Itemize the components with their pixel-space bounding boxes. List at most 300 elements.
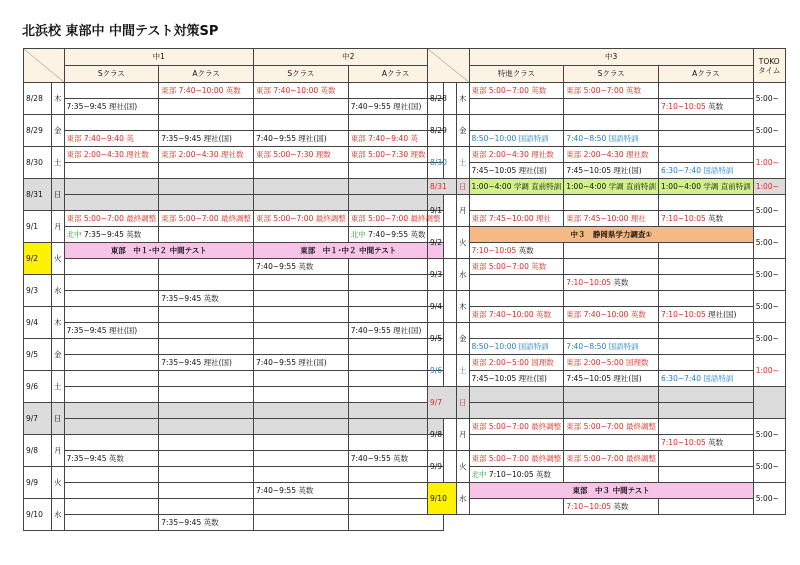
schedule-cell: 東部 5:00~7:00 英数 [469, 83, 564, 99]
date-cell: 9/9 [24, 467, 52, 499]
schedule-cell: 東部 7:40~10:00 英数 [159, 83, 254, 99]
schedule-cell: 東部 5:00~7:00 最終調整 [564, 451, 659, 467]
date-cell: 8/29 [24, 115, 52, 147]
day-row-sub [428, 307, 786, 323]
schedule-cell: 東部 5:00~7:00 最終調整 [469, 419, 564, 435]
schedule-cell [564, 291, 659, 307]
date-cell: 9/3 [24, 275, 52, 307]
day-row-sub [24, 131, 444, 147]
day-row [428, 227, 786, 243]
weekday-cell: 金 [52, 115, 65, 147]
schedule-cell [159, 419, 254, 435]
schedule-cell [659, 451, 754, 467]
test-banner: 東部 中１･中２ 中間テスト [254, 243, 444, 259]
day-row-sub [428, 499, 786, 515]
day-row-sub [24, 451, 444, 467]
date-cell: 9/4 [428, 291, 457, 323]
schedule-cell [64, 339, 159, 355]
schedule-cell [159, 499, 254, 515]
schedule-cell: 東部 5:00~7:00 英数 [469, 259, 564, 275]
schedule-cell [64, 227, 159, 243]
schedule-cell: 1:00~4:00 学調 直前特訓 [564, 179, 659, 195]
schedule-cell: 7:45~10:05 理社(国) [564, 371, 659, 387]
day-row [428, 83, 786, 99]
date-cell: 9/2 [24, 243, 52, 275]
schedule-cell [64, 275, 159, 291]
schedule-cell [469, 323, 564, 339]
date-cell: 9/3 [428, 259, 457, 291]
schedule-cell: 東部 5:00~7:00 最終調整 [159, 211, 254, 227]
weekday-cell: 水 [52, 275, 65, 307]
day-row [428, 259, 786, 275]
date-cell: 9/9 [428, 451, 457, 483]
schedule-cell: 8:50~10:00 国語特訓 [469, 339, 564, 355]
schedule-cell [159, 307, 254, 323]
day-row-sub [428, 339, 786, 355]
schedule-cell [564, 467, 659, 483]
weekday-cell: 日 [52, 403, 65, 435]
day-row [24, 115, 444, 131]
day-row [24, 211, 444, 227]
schedule-cell [64, 387, 159, 403]
day-row [428, 115, 786, 131]
schedule-cell: 7:35~9:45 英数 [64, 451, 159, 467]
date-cell: 9/7 [24, 403, 52, 435]
schedule-cell [469, 387, 564, 403]
schedule-cell [659, 499, 754, 515]
day-row-sub [428, 435, 786, 451]
day-row-sub [24, 195, 444, 211]
time-range: 7:10~10:05 [661, 101, 706, 111]
weekday-cell: 金 [457, 323, 470, 355]
day-row [428, 483, 786, 499]
toko-time: 5:00~ [753, 323, 785, 355]
time-range: 7:10~10:05 [661, 437, 706, 447]
day-row-sub [428, 211, 786, 227]
schedule-cell [254, 307, 349, 323]
time-range: 7:10~10:05 [566, 277, 611, 287]
weekday-cell: 火 [457, 451, 470, 483]
day-row [428, 355, 786, 371]
schedule-cell [159, 99, 254, 115]
schedule-cell [659, 195, 754, 211]
schedule-cell [659, 147, 754, 163]
schedule-cell [64, 115, 159, 131]
date-cell: 8/31 [428, 179, 457, 195]
schedule-cell [564, 115, 659, 131]
schedule-cell [254, 195, 349, 211]
weekday-cell: 水 [457, 483, 470, 515]
weekday-cell: 土 [457, 355, 470, 387]
schedule-cell [254, 275, 349, 291]
schedule-cell [159, 467, 254, 483]
schedule-cell [254, 179, 349, 195]
schedule-cell [254, 371, 349, 387]
date-cell: 8/28 [428, 83, 457, 115]
schedule-cell: 東部 7:40~10:00 英数 [564, 307, 659, 323]
schedule-cell [64, 403, 159, 419]
day-row-sub [24, 227, 444, 243]
toko-time: 1:00~ [753, 355, 785, 387]
schedule-cell [659, 259, 754, 275]
schedule-cell [254, 99, 349, 115]
class-header: Sクラス [254, 66, 349, 83]
day-row [24, 499, 444, 515]
schedule-cell: 東部 2:00~5:00 国理数 [564, 355, 659, 371]
weekday-cell: 日 [52, 179, 65, 211]
schedule-cell: 1:00~4:00 学調 直前特訓 [659, 179, 754, 195]
cell-text: 7:10~10:05 英数 [486, 469, 552, 479]
schedule-cell [254, 387, 349, 403]
day-row [428, 387, 786, 403]
header-corner [24, 49, 65, 83]
schedule-cell [254, 451, 349, 467]
day-row [428, 147, 786, 163]
schedule-cell [64, 483, 159, 499]
schedule-cell [64, 259, 159, 275]
toko-time: 5:00~ [753, 195, 785, 227]
schedule-cell [659, 211, 754, 227]
toko-time: 5:00~ [753, 83, 785, 115]
schedule-cell [659, 99, 754, 115]
class-header: Aクラス [348, 66, 443, 83]
day-row [24, 403, 444, 419]
day-row-sub [24, 291, 444, 307]
day-row [428, 195, 786, 211]
schedule-cell [254, 291, 349, 307]
schedule-cell [659, 275, 754, 291]
weekday-cell: 日 [457, 179, 470, 195]
time-range: 7:10~10:05 [566, 501, 611, 511]
day-row-sub [24, 323, 444, 339]
schedule-cell [159, 275, 254, 291]
subject: 英数 [705, 213, 724, 223]
schedule-cell: 東部 5:00~7:00 最終調整 [64, 211, 159, 227]
schedule-cell [254, 467, 349, 483]
schedule-cell [564, 387, 659, 403]
schedule-cell [159, 483, 254, 499]
day-row [24, 83, 444, 99]
schedule-cell: 7:35~9:45 理社(国) [159, 131, 254, 147]
schedule-cell [159, 115, 254, 131]
schedule-cell [564, 259, 659, 275]
class-header: Aクラス [159, 66, 254, 83]
schedule-cell: 7:40~9:55 理社(国) [254, 131, 349, 147]
schedule-cell [159, 227, 254, 243]
schedule-cell: 7:40~8:50 国語特訓 [564, 339, 659, 355]
day-row-sub [428, 467, 786, 483]
subject: 英数 [611, 277, 629, 287]
day-row [428, 419, 786, 435]
schedule-cell: 東部 2:00~4:30 理社数 [159, 147, 254, 163]
schedule-cell [64, 419, 159, 435]
schedule-cell [254, 515, 349, 531]
schedule-cell [469, 275, 564, 291]
day-row-sub [24, 387, 444, 403]
date-cell: 8/30 [428, 147, 457, 179]
schedule-cell [564, 275, 659, 291]
schedule-cell [159, 195, 254, 211]
weekday-cell: 木 [52, 83, 65, 115]
schedule-cell [254, 115, 349, 131]
schedule-cell [159, 451, 254, 467]
schedule-cell [159, 339, 254, 355]
schedule-cell [64, 515, 159, 531]
date-cell: 9/5 [24, 339, 52, 371]
schedule-cell [254, 419, 349, 435]
schedule-cell [159, 435, 254, 451]
right-schedule-table [427, 48, 786, 515]
schedule-cell: 7:45~10:05 理社(国) [564, 163, 659, 179]
schedule-cell [564, 323, 659, 339]
schedule-cell [64, 355, 159, 371]
schedule-cell: 東部 5:00~7:00 最終調整 [254, 211, 349, 227]
schedule-cell [469, 243, 564, 259]
day-row-sub [24, 419, 444, 435]
subject: 英数 [611, 501, 629, 511]
schedule-cell [159, 387, 254, 403]
toko-time [753, 387, 785, 419]
schedule-cell: 7:45~10:05 理社(国) [469, 163, 564, 179]
schedule-cell: 東部 7:40~9:40 英 [348, 131, 443, 147]
weekday-cell: 土 [457, 147, 470, 179]
page-title: 北浜校 東部中 中間テスト対策SP [22, 24, 219, 39]
cell-text: 7:35~9:45 英数 [81, 229, 142, 239]
schedule-cell: 東部 7:45~10:00 理社 [564, 211, 659, 227]
schedule-cell [564, 435, 659, 451]
schedule-cell [469, 435, 564, 451]
schedule-cell: 7:40~8:50 国語特訓 [564, 131, 659, 147]
schedule-cell [659, 323, 754, 339]
day-row [428, 323, 786, 339]
grade1-header: 中1 [64, 49, 254, 66]
subject: 英数 [516, 245, 534, 255]
schedule-cell [254, 339, 349, 355]
day-row [24, 307, 444, 323]
day-row [428, 291, 786, 307]
schedule-cell [159, 259, 254, 275]
schedule-cell: 東部 5:00~7:00 最終調整 [469, 451, 564, 467]
schedule-cell [64, 179, 159, 195]
date-cell: 9/6 [24, 371, 52, 403]
weekday-cell: 水 [52, 499, 65, 531]
school-tag: 北中 [66, 229, 82, 239]
subject: 理社(国) [705, 309, 737, 319]
schedule-cell: 東部 5:00~7:00 英数 [564, 83, 659, 99]
date-cell: 9/5 [428, 323, 457, 355]
schedule-cell: 7:40~9:55 英数 [254, 259, 349, 275]
class-header: Sクラス [64, 66, 159, 83]
grade3-header: 中3 [469, 49, 753, 66]
schedule-cell [254, 323, 349, 339]
schedule-cell: 7:35~9:45 理社(国) [64, 99, 159, 115]
day-row [24, 179, 444, 195]
schedule-cell: 東部 5:00~7:00 最終調整 [564, 419, 659, 435]
day-row [24, 435, 444, 451]
schedule-cell: 7:35~9:45 理社(国) [159, 355, 254, 371]
toko-time: 5:00~ [753, 291, 785, 323]
weekday-cell: 木 [52, 307, 65, 339]
schedule-cell [64, 195, 159, 211]
weekday-cell: 金 [457, 115, 470, 147]
subject: 英数 [705, 437, 724, 447]
schedule-cell [64, 467, 159, 483]
date-cell: 9/4 [24, 307, 52, 339]
date-cell: 9/10 [24, 499, 52, 531]
weekday-cell: 火 [52, 243, 65, 275]
day-row [428, 451, 786, 467]
schedule-cell: 東部 5:00~7:30 理数 [348, 147, 443, 163]
schedule-cell [159, 179, 254, 195]
day-row-sub [24, 483, 444, 499]
schedule-cell [659, 307, 754, 323]
date-cell: 9/8 [428, 419, 457, 451]
date-cell: 9/8 [24, 435, 52, 467]
schedule-cell: 7:40~9:55 理社(国) [348, 323, 443, 339]
day-row [24, 371, 444, 387]
day-row [24, 275, 444, 291]
date-cell: 9/6 [428, 355, 457, 387]
schedule-cell [564, 499, 659, 515]
schedule-cell [659, 387, 754, 403]
day-row [24, 467, 444, 483]
day-row-sub [24, 515, 444, 531]
schedule-cell [469, 499, 564, 515]
toko-time: 5:00~ [753, 483, 785, 515]
subject: 英数 [705, 101, 724, 111]
schedule-cell: 東部 2:00~4:30 理社数 [64, 147, 159, 163]
schedule-cell [254, 227, 349, 243]
toko-time: 1:00~ [753, 147, 785, 179]
toko-time: 5:00~ [753, 259, 785, 291]
date-cell: 8/31 [24, 179, 52, 211]
day-row-sub [24, 355, 444, 371]
test-banner: 中３ 静岡県学力調査① [469, 227, 753, 243]
schedule-cell [64, 163, 159, 179]
weekday-cell: 土 [52, 147, 65, 179]
schedule-cell: 東部 7:40~10:00 英数 [254, 83, 349, 99]
weekday-cell: 金 [52, 339, 65, 371]
schedule-cell [469, 467, 564, 483]
schedule-cell [64, 83, 159, 99]
school-tag: 北中 [471, 469, 487, 479]
toko-header: TOKO タイム [753, 49, 785, 83]
time-range: 7:10~10:05 [471, 245, 517, 255]
schedule-cell: 東部 2:00~5:00 国理数 [469, 355, 564, 371]
schedule-cell: 7:35~9:45 理社(国) [64, 323, 159, 339]
date-cell: 8/29 [428, 115, 457, 147]
schedule-cell [348, 515, 443, 531]
schedule-cell [64, 291, 159, 307]
schedule-cell: 東部 7:45~10:00 理社 [469, 211, 564, 227]
schedule-cell: 東部 2:00~4:30 理社数 [469, 147, 564, 163]
date-cell: 9/2 [428, 227, 457, 259]
day-row-sub [428, 403, 786, 419]
day-row-sub [428, 163, 786, 179]
date-cell: 9/10 [428, 483, 457, 515]
toko-time: 5:00~ [753, 419, 785, 451]
date-cell: 9/1 [24, 211, 52, 243]
day-row-sub [24, 99, 444, 115]
class-header: 特進クラス [469, 66, 564, 83]
day-row-sub [24, 163, 444, 179]
schedule-cell [469, 195, 564, 211]
day-row-sub [428, 243, 786, 259]
weekday-cell: 月 [52, 435, 65, 467]
schedule-cell [159, 371, 254, 387]
date-cell: 8/30 [24, 147, 52, 179]
date-cell: 9/1 [428, 195, 457, 227]
day-row [24, 243, 444, 259]
schedule-cell: 6:30~7:40 国語特訓 [659, 163, 754, 179]
test-banner: 東部 中３ 中間テスト [469, 483, 753, 499]
schedule-cell [659, 291, 754, 307]
schedule-cell: 7:40~9:55 英数 [254, 483, 349, 499]
schedule-cell [64, 435, 159, 451]
schedule-cell [659, 403, 754, 419]
weekday-cell: 月 [457, 195, 470, 227]
header-corner [428, 49, 470, 83]
schedule-cell [659, 131, 754, 147]
schedule-cell: 東部 5:00~7:30 理数 [254, 147, 349, 163]
schedule-cell [254, 403, 349, 419]
schedule-cell: 東部 7:40~10:00 英数 [469, 307, 564, 323]
schedule-cell [159, 403, 254, 419]
schedule-cell [469, 99, 564, 115]
weekday-cell: 土 [52, 371, 65, 403]
weekday-cell: 火 [52, 467, 65, 499]
schedule-cell [469, 291, 564, 307]
day-row-sub [428, 371, 786, 387]
weekday-cell: 月 [52, 211, 65, 243]
time-range: 7:10~10:05 [661, 309, 706, 319]
date-cell: 8/28 [24, 83, 52, 115]
schedule-cell: 1:00~4:00 学調 直前特訓 [469, 179, 564, 195]
schedule-cell [659, 243, 754, 259]
schedule-cell: 8:50~10:00 国語特訓 [469, 131, 564, 147]
toko-time: 5:00~ [753, 115, 785, 147]
schedule-cell [254, 499, 349, 515]
date-cell: 9/7 [428, 387, 457, 419]
cell-text: 7:40~9:55 英数 [365, 229, 426, 239]
day-row-sub [428, 275, 786, 291]
schedule-cell [564, 99, 659, 115]
day-row [24, 147, 444, 163]
day-row-sub [428, 131, 786, 147]
schedule-cell: 7:40~9:55 理社(国) [254, 355, 349, 371]
schedule-cell: 6:30~7:40 国語特訓 [659, 371, 754, 387]
schedule-cell [254, 435, 349, 451]
day-row-sub [24, 259, 444, 275]
schedule-cell [659, 419, 754, 435]
test-banner: 東部 中１･中２ 中間テスト [64, 243, 254, 259]
schedule-cell [469, 115, 564, 131]
schedule-cell [159, 323, 254, 339]
school-tag: 北中 [350, 229, 366, 239]
weekday-cell: 木 [457, 291, 470, 323]
schedule-cell [254, 163, 349, 179]
grade2-header: 中2 [254, 49, 444, 66]
schedule-cell [64, 499, 159, 515]
class-header: Aクラス [659, 66, 754, 83]
schedule-cell: 7:45~10:05 理社(国) [469, 371, 564, 387]
day-row-sub [428, 99, 786, 115]
toko-time: 1:00~ [753, 179, 785, 195]
weekday-cell: 木 [457, 83, 470, 115]
day-row [24, 339, 444, 355]
schedule-cell [659, 83, 754, 99]
schedule-cell [659, 115, 754, 131]
